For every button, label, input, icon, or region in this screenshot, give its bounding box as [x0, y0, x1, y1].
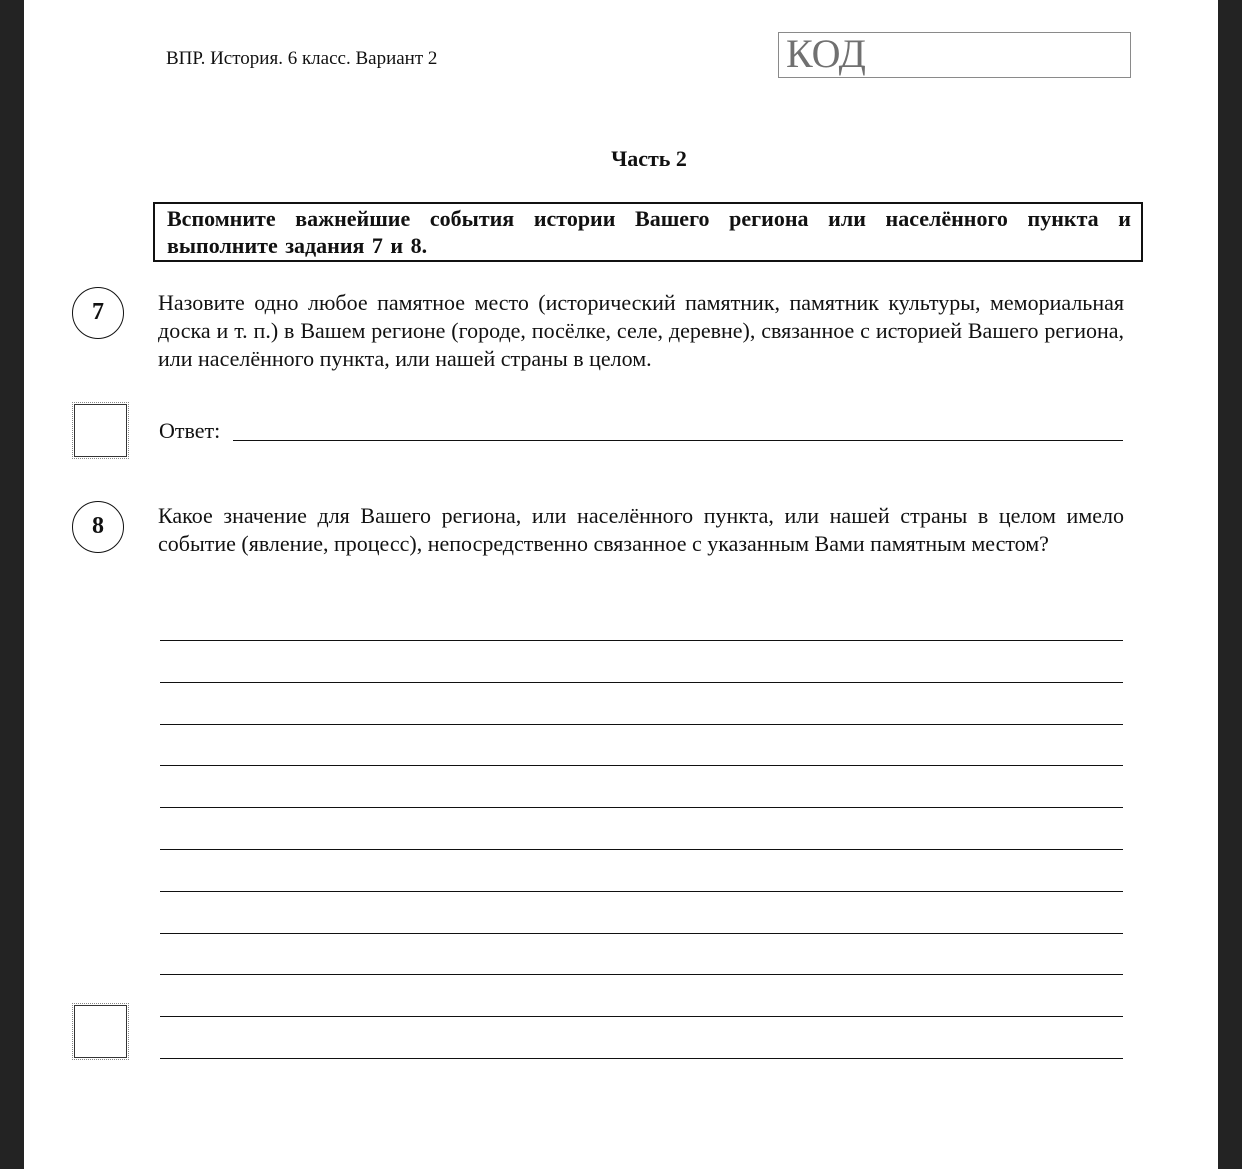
answer-line[interactable] — [160, 640, 1123, 641]
task-8-text: Какое значение для Вашего региона, или населённого пункта, или нашей страны в целом имело событие (явление, процесс), непосредственно связанное с указанным Вами памятным местом? — [158, 503, 1124, 556]
header-title: ВПР. История. 6 класс. Вариант 2 — [166, 48, 438, 69]
task-7-score-box[interactable] — [74, 404, 127, 457]
answer-line[interactable] — [160, 974, 1123, 975]
answer-line[interactable] — [160, 724, 1123, 725]
part-title: Часть 2 — [611, 146, 687, 171]
code-field[interactable] — [778, 32, 1131, 78]
task-7-text: Назовите одно любое памятное место (исторический памятник, памятник культуры, мемориальная доска и т. п.) в Вашем регионе (городе, посёлке, селе, деревне), связанное с историей Вашего региона, или населённого пункта, или нашей страны в целом. — [158, 290, 1124, 371]
instruction-box: Вспомните важнейшие события истории Вашего региона или населённого пункта и выполните задания 7 и 8. — [153, 202, 1143, 262]
answer-line[interactable] — [160, 765, 1123, 766]
exam-page — [24, 0, 1218, 1169]
task-7-answer-label: Ответ: — [159, 418, 221, 443]
task-7-number: 7 — [72, 287, 124, 339]
answer-line[interactable] — [160, 891, 1123, 892]
answer-line[interactable] — [160, 1016, 1123, 1017]
answer-line[interactable] — [160, 933, 1123, 934]
answer-line[interactable] — [160, 849, 1123, 850]
task-8-score-box[interactable] — [74, 1005, 127, 1058]
task-8-number: 8 — [72, 501, 124, 553]
answer-line[interactable] — [160, 1058, 1123, 1059]
task-7-answer-line[interactable] — [233, 440, 1123, 441]
answer-line[interactable] — [160, 682, 1123, 683]
code-label: КОД — [786, 31, 866, 76]
answer-line[interactable] — [160, 807, 1123, 808]
